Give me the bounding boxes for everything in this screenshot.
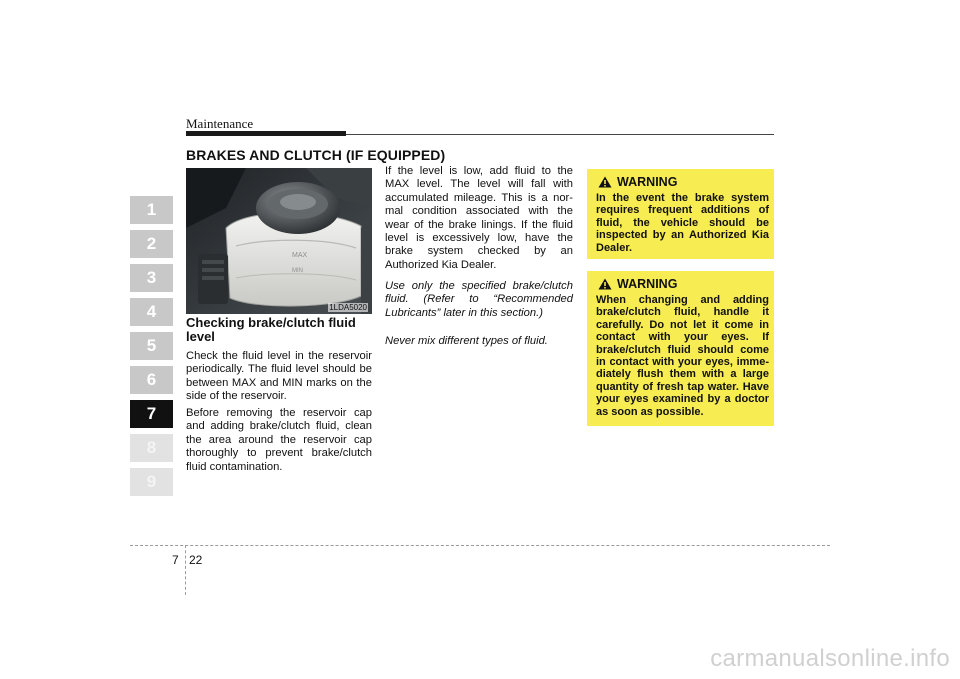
min-mark-label: MIN bbox=[292, 268, 303, 274]
footer-divider bbox=[185, 545, 186, 595]
paragraph-note: Use only the specified brake/clutch fluid. (Refer to “Recommended Lubricants” later in this section.) bbox=[385, 280, 573, 319]
subhead: Checking brake/clutch fluid level bbox=[186, 315, 356, 344]
chapter-tab-6[interactable]: 6 bbox=[130, 366, 173, 394]
page-number: 22 bbox=[189, 553, 203, 567]
chapter-tab-2[interactable]: 2 bbox=[130, 230, 173, 258]
chapter-tab-5[interactable]: 5 bbox=[130, 332, 173, 360]
warning-triangle-icon bbox=[598, 176, 612, 188]
paragraph: Check the fluid level in the reservoir periodically. The fluid level should be between MAX and MIN marks on the side of the reservoir. bbox=[186, 350, 372, 403]
chapter-tab-9[interactable]: 9 bbox=[130, 468, 173, 496]
warning-header bbox=[598, 175, 769, 189]
paragraph: If the level is low, add fluid to the MAX level. The level will fall with accumulated mileage. This is a nor-mal condition associated with the wear of the brake linings. If the fluid level is excessively low, have the brake system checked by an Authorized Kia Dealer. bbox=[385, 165, 573, 271]
photo-code: 1LDA5020 bbox=[329, 303, 367, 312]
page-chapter-number: 7 bbox=[172, 553, 179, 567]
warning-triangle-icon bbox=[598, 278, 612, 290]
warning-box bbox=[587, 169, 774, 259]
header-rule bbox=[346, 134, 774, 135]
watermark: carmanualsonline.info bbox=[710, 645, 950, 672]
warning-title: WARNING bbox=[617, 277, 678, 291]
chapter-tab-8[interactable]: 8 bbox=[130, 434, 173, 462]
header-title: Maintenance bbox=[186, 116, 254, 131]
chapter-tab-1[interactable]: 1 bbox=[130, 196, 173, 224]
warning-header bbox=[598, 277, 769, 291]
chapter-tab-7[interactable]: 7 bbox=[130, 400, 173, 428]
chapter-tabs bbox=[130, 196, 173, 502]
footer-rule bbox=[130, 545, 830, 546]
paragraph-note: Never mix different types of fluid. bbox=[385, 335, 548, 347]
reservoir-illustration bbox=[186, 168, 372, 314]
section-title: BRAKES AND CLUTCH (IF EQUIPPED) bbox=[186, 147, 446, 163]
brake-reservoir-photo bbox=[186, 168, 372, 314]
warning-text: In the event the brake system requires frequent additions of fluid, the vehicle should be inspected by an Authorized Kia Dealer. bbox=[596, 192, 769, 254]
chapter-tab-3[interactable]: 3 bbox=[130, 264, 173, 292]
warning-title: WARNING bbox=[617, 175, 678, 189]
max-mark-label: MAX bbox=[292, 252, 308, 259]
paragraph: Before removing the reservoir cap and adding brake/clutch fluid, clean the area around the reservoir cap thoroughly to prevent brake/clutch fluid contamination. bbox=[186, 407, 372, 473]
warning-text: When changing and adding brake/clutch fluid, handle it carefully. Do not let it come in contact with your eyes. If brake/clutch fluid should come in contact with your eyes, imme-diately flush them with a large quantity of fresh tap water. Have your eyes examined by a doctor as soon as possible. bbox=[596, 294, 769, 418]
warning-box bbox=[587, 271, 774, 426]
header-bar bbox=[186, 131, 346, 136]
chapter-tab-4[interactable]: 4 bbox=[130, 298, 173, 326]
